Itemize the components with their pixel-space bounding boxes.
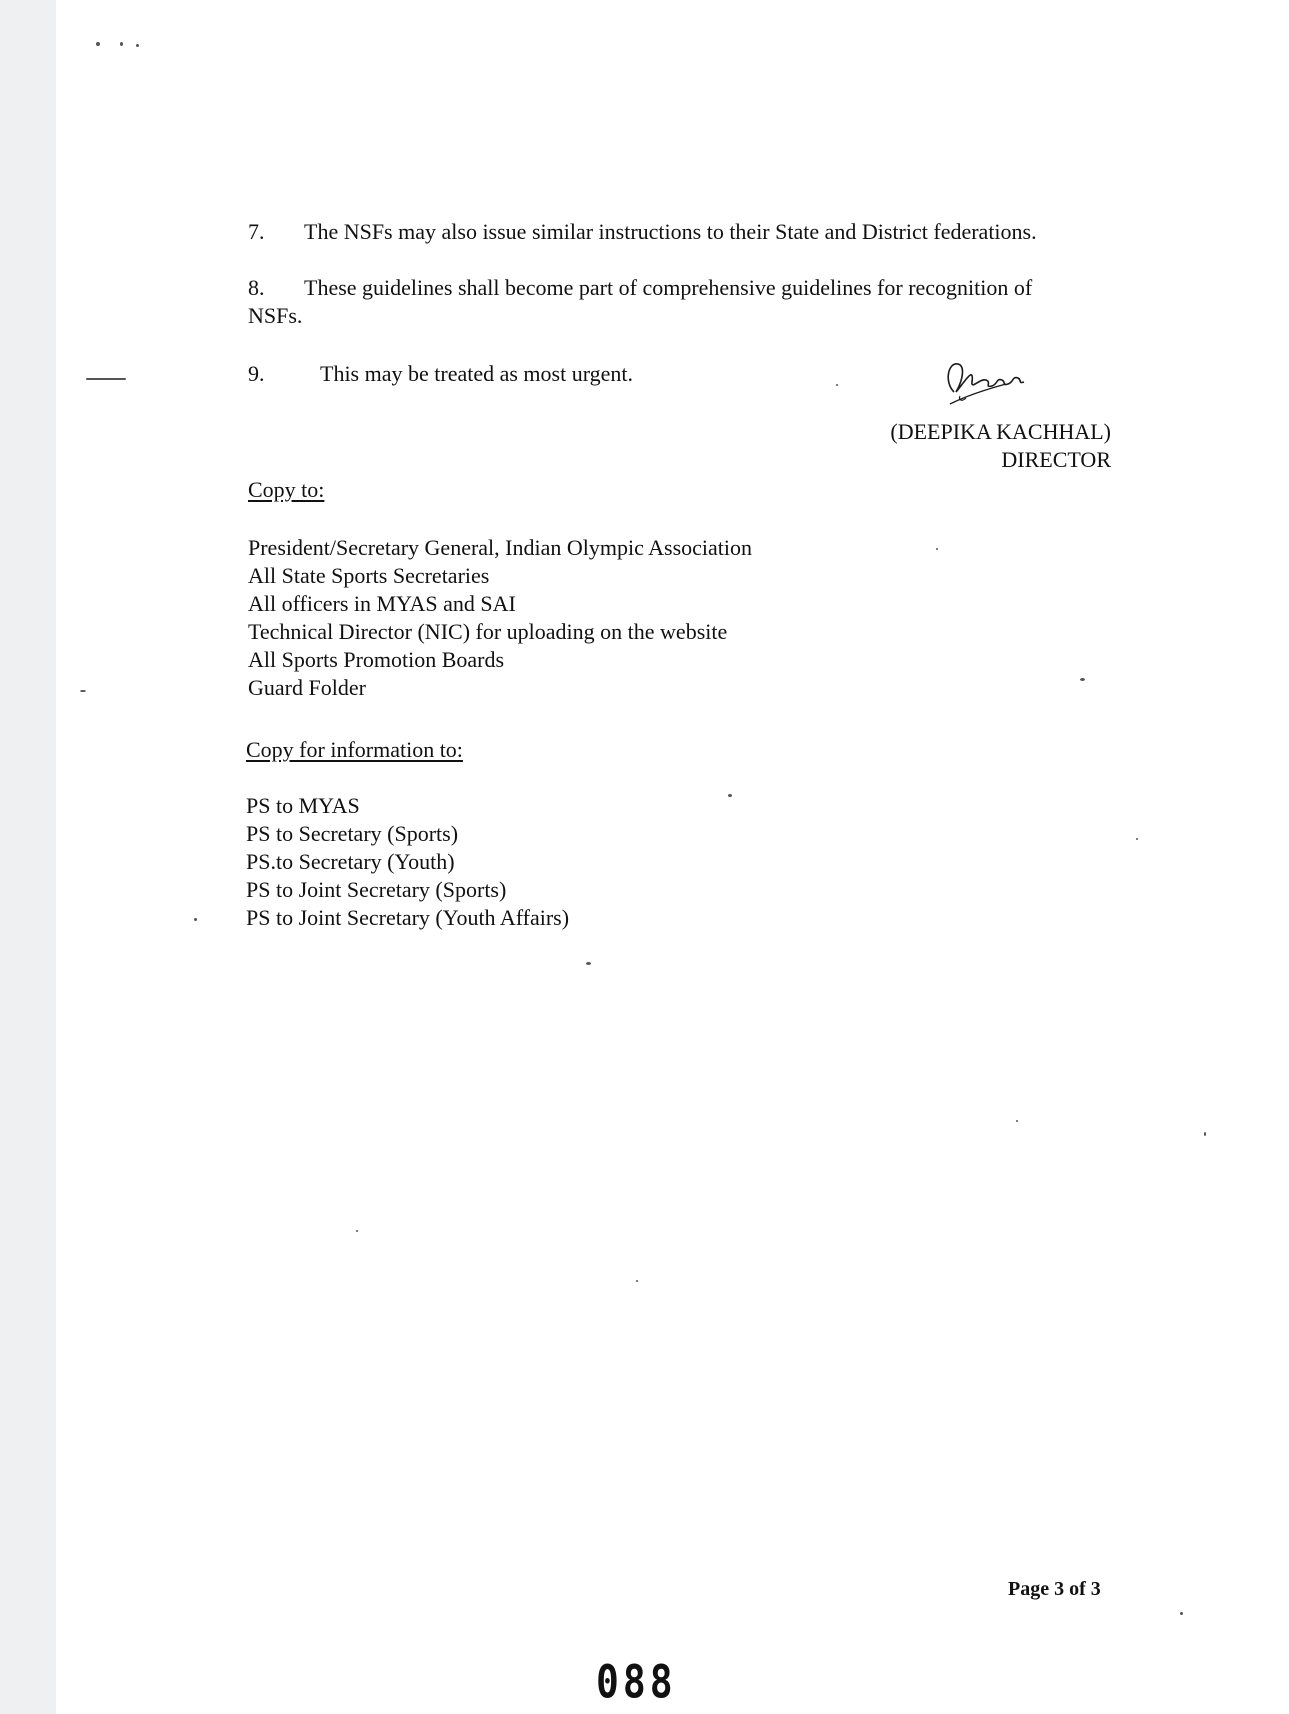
paragraph-7: [248, 218, 1037, 246]
copy-to-list: [248, 534, 752, 702]
signatory-block: [890, 418, 1111, 474]
list-item: PS to MYAS: [246, 793, 360, 818]
list-item: PS to Secretary (Sports): [246, 821, 459, 846]
list-item: PS to Joint Secretary (Youth Affairs): [246, 905, 570, 930]
copy-info-list: [246, 792, 569, 932]
list-item: Technical Director (NIC) for uploading on the website: [248, 619, 728, 644]
paragraph-text: These guidelines shall become part of comprehensive guidelines for recognition of: [304, 275, 1033, 300]
paragraph-number: 8.: [248, 275, 265, 300]
list-item: All State Sports Secretaries: [248, 563, 490, 588]
page-number: Page 3 of 3: [1008, 1578, 1101, 1600]
list-item: Guard Folder: [248, 675, 366, 700]
paragraph-number: 9.: [248, 361, 265, 386]
signature-image: [936, 352, 1046, 412]
list-item: All officers in MYAS and SAI: [248, 591, 516, 616]
copy-info-heading: Copy for information to:: [246, 737, 463, 762]
list-item: All Sports Promotion Boards: [248, 647, 505, 672]
paragraph-9: [248, 360, 633, 388]
paragraph-8-continuation: NSFs.: [248, 303, 303, 328]
paragraph-text: The NSFs may also issue similar instructions to their State and District federations.: [304, 219, 1037, 244]
list-item: PS.to Secretary (Youth): [246, 849, 455, 874]
stamp-number: 088: [596, 1655, 677, 1709]
paragraph-number: 7.: [248, 219, 265, 244]
signatory-name: (DEEPIKA KACHHAL): [890, 419, 1111, 444]
copy-to-heading: Copy to:: [248, 477, 325, 502]
signatory-designation: DIRECTOR: [1001, 447, 1111, 472]
paragraph-8: [248, 274, 1032, 302]
list-item: PS to Joint Secretary (Sports): [246, 877, 507, 902]
paragraph-text: This may be treated as most urgent.: [320, 361, 634, 386]
document-page: [56, 0, 1289, 1714]
list-item: President/Secretary General, Indian Olympic Association: [248, 535, 753, 560]
